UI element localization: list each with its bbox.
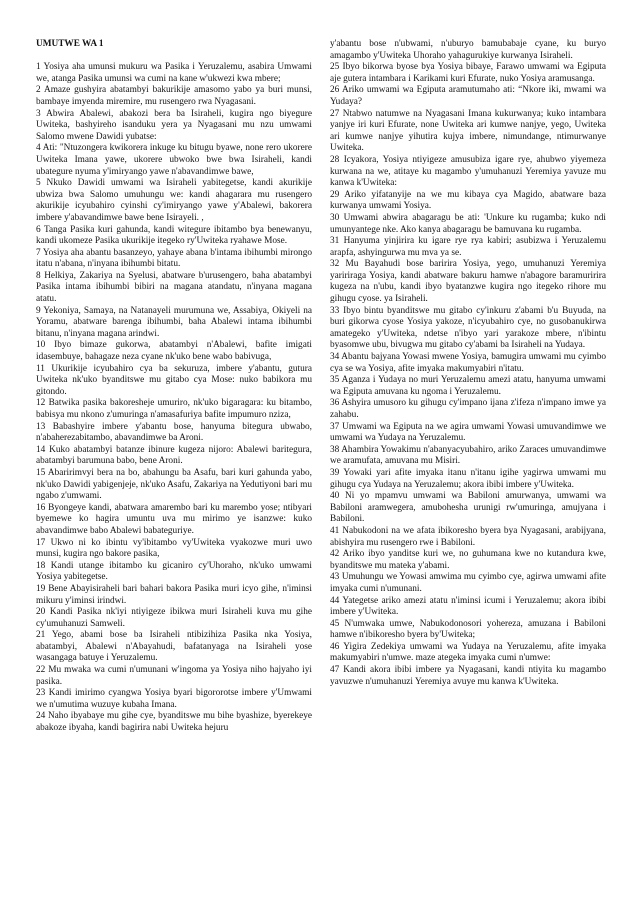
verse-paragraph: 6 Tanga Pasika kuri gahunda, kandi witegure ibitambo bya benewanyu, kandi ukomeze Pasika ukurikije itegeko ry'Uwiteka ryahawe Mose. bbox=[36, 224, 312, 247]
verse-paragraph: 5 Nkuko Dawidi umwami wa Isiraheli yabitegetse, kandi akurikije ubwiza bwa Salomo umuhungu we: kandi ahagarara mu rusengero akurikije icyubahiro cyinshi cy'imiryango yawe y'Abalewi, bakorera imbere y'abavandimwe bawe bene Isirayeli. , bbox=[36, 178, 312, 223]
verse-paragraph: 8 Helkiya, Zakariya na Syelusi, abatware b'urusengero, baha abatambyi Pasika intama ibihumbi bibiri na magana atandatu, n'inyana magana atatu. bbox=[36, 270, 312, 305]
verse-paragraph: 3 Abwira Abalewi, abakozi bera ba Isiraheli, kugira ngo biyegure Uwiteka, bashyireho isanduku yera ya Nyagasani mu nzu umwami Salomo mwene Dawidi yubatse: bbox=[36, 108, 312, 142]
verse-paragraph: 34 Abantu bajyana Yowasi mwene Yosiya, bamugira umwami mu cyimbo cya se wa Yosiya, afite imyaka makumyabiri n'itatu. bbox=[330, 352, 606, 374]
verse-paragraph: 42 Ariko ibyo yanditse kuri we, no guhumana kwe no kutandura kwe, byanditswe mu mateka y'abami. bbox=[330, 549, 606, 571]
verse-paragraph: 38 Ahambira Yowakimu n'abanyacyubahiro, ariko Zaraces umuvandimwe we aramufata, amuvana mu Misiri. bbox=[330, 444, 606, 467]
verse-paragraph: 31 Hanyuma yinjirira ku igare rye rya kabiri; asubizwa i Yeruzalemu arapfa, ashyingurwa mu mva ya se. bbox=[330, 236, 606, 258]
verse-paragraph: 37 Umwami wa Egiputa na we agira umwami Yowasi umuvandimwe we umwami wa Yudaya na Yeruzalemu. bbox=[330, 421, 606, 444]
verse-paragraph: 9 Yekoniya, Samaya, na Natanayeli murumuna we, Assabiya, Okiyeli na Yoramu, abatware barenga ibihumbi, baha Abalewi intama ibihumbi bitanu, n'inyana magana arindwi. bbox=[36, 305, 312, 339]
verse-paragraph: 40 Ni yo mpamvu umwami wa Babiloni amurwanya, umwami wa Babiloni aramwegera, amubohesha urunigi rw'umuringa, amujyana i Babiloni. bbox=[330, 491, 606, 525]
verse-paragraph: 17 Ukwo ni ko ibintu vy'ibitambo vy'Uwiteka vyakozwe muri uwo munsi, kugira ngo bakore pasika, bbox=[36, 537, 312, 560]
verse-paragraph: 43 Umuhungu we Yowasi amwima mu cyimbo cye, agirwa umwami afite imyaka cumi n'umunani. bbox=[330, 572, 606, 594]
verse-paragraph: 4 Ati: "Ntuzongera kwikorera inkuge ku bitugu byawe, none rero ukorere Uwiteka Imana yawe, ukorere ubwoko bwe bwa Isiraheli, kandi ubategure nyuma y'imiryango yawe n'abavandimwe bawe, bbox=[36, 143, 312, 177]
verse-paragraph: 35 Aganza i Yudaya no muri Yeruzalemu amezi atatu, hanyuma umwami wa Egiputa amuvana ku ngoma i Yeruzalemu. bbox=[330, 375, 606, 397]
verse-paragraph: 25 Ibyo bikorwa byose bya Yosiya bibaye, Farawo umwami wa Egiputa aje gutera intambara i Karikami kuri Efurate, nuko Yosiya aramusanga. bbox=[330, 62, 606, 84]
verse-paragraph: 36 Ashyira umusoro ku gihugu cy'impano ijana z'ifeza n'impano imwe ya zahabu. bbox=[330, 398, 606, 420]
verse-paragraph: 11 Ukurikije icyubahiro cya ba sekuruza, imbere y'abantu, gutura Uwiteka nk'uko byanditswe mu gitabo cya Mose: nuko babikora mu gitondo. bbox=[36, 363, 312, 397]
verse-paragraph: 23 Kandi imirimo cyangwa Yosiya byari bigororotse imbere y'Umwami we n'umutima wuzuye kubaha Imana. bbox=[36, 688, 312, 710]
right-column bbox=[330, 39, 606, 688]
chapter-title: UMUTWE WA 1 bbox=[36, 39, 104, 49]
verse-paragraph: 22 Mu mwaka wa cumi n'umunani w'ingoma ya Yosiya niho hajyaho iyi pasika. bbox=[36, 665, 312, 687]
verse-paragraph: 24 Naho ibyabaye mu gihe cye, byanditswe mu bihe byashize, byerekeye abakoze ibyaha, kandi bagirira nabi Uwiteka hejuru bbox=[36, 711, 312, 734]
verse-paragraph: 20 Kandi Pasika nk'iyi ntiyigeze ibikwa muri Isiraheli kuva mu gihe cy'umuhanuzi Samweli. bbox=[36, 607, 312, 629]
verse-paragraph: 30 Umwami abwira abagaragu be ati: 'Unkure ku rugamba; kuko ndi umunyantege nke. Ako kanya abagaragu be bamuvana ku rugamba. bbox=[330, 212, 606, 235]
verse-paragraph: 47 Kandi akora ibibi imbere ya Nyagasani, kandi ntiyita ku magambo yavuzwe n'umuhanuzi Yeremiya avuye mu kanwa k'Uwiteka. bbox=[330, 665, 606, 687]
verse-paragraph: 12 Batwika pasika bakoresheje umuriro, nk'uko bigaragara: ku bitambo, babisya mu nkono z'umuringa n'amasafuriya bafite impumuro nziza, bbox=[36, 398, 312, 420]
verse-paragraph: 13 Babashyire imbere y'abantu bose, hanyuma bitegura ubwabo, n'abaherezabitambo, abavandimwe ba Aroni. bbox=[36, 421, 312, 444]
verse-paragraph: 21 Yego, abami bose ba Isiraheli ntibizihiza Pasika nka Yosiya, abatambyi, Abalewi n'Abayahudi, bafatanyaga na Isiraheli yose wasangaga batuye i Yeruzalemu. bbox=[36, 630, 312, 664]
verse-paragraph: 16 Byongeye kandi, abatwara amarembo bari ku marembo yose; ntibyari byemewe ko hagira umuntu uva mu mirimo ye isanzwe: kuko abavandimwe babo Abalewi babateguriye. bbox=[36, 502, 312, 536]
verse-paragraph: 1 Yosiya aha umunsi mukuru wa Pasika i Yeruzalemu, asabira Umwami we, atanga Pasika umunsi wa cumi na kane w'ukwezi kwa mbere; bbox=[36, 62, 312, 84]
verse-paragraph: 41 Nabukodoni na we afata ibikoresho byera bya Nyagasani, arabijyana, abishyira mu rusengero rwe i Babiloni. bbox=[330, 525, 606, 548]
verse-paragraph: 28 Icyakora, Yosiya ntiyigeze amusubiza igare rye, ahubwo yiyemeza kurwana na we, atitaye ku magambo y'umuhanuzi Yeremiya yavuze mu kanwa k'Uwiteka: bbox=[330, 154, 606, 189]
verse-paragraph: 18 Kandi utange ibitambo ku gicaniro cy'Uhoraho, nk'uko umwami Yosiya yabitegetse. bbox=[36, 560, 312, 583]
verse-paragraph: 33 Ibyo bintu byanditswe mu gitabo cy'inkuru z'abami b'u Buyuda, na buri gikorwa cyose Yosiya yakoze, n'icyubahiro cye, no gusobanukirwa amategeko y'Uwiteka, ndetse n'ibyo yari yarakoze mbere, n'ibintu byasomwe ubu, bivugwa mu gitabo cy'abami ba Isiraheli na Yudaya. bbox=[330, 305, 606, 351]
verse-paragraph: 7 Yosiya aha abantu basanzeyo, yahaye abana b'intama ibihumbi mirongo itatu n'abana, n'inyana ibihumbi bitatu. bbox=[36, 247, 312, 270]
verse-paragraph: y'abantu bose n'ubwami, n'uburyo bamubabaje cyane, ku buryo amagambo y'Uwiteka Uhoraho yahagurukiye kurwanya Isiraheli. bbox=[330, 39, 606, 61]
verse-paragraph: 45 N'umwaka umwe, Nabukodonosori yohereza, amuzana i Babiloni hamwe n'ibikoresho byera by'Uwiteka; bbox=[330, 618, 606, 641]
left-column bbox=[36, 39, 312, 735]
verse-paragraph: 44 Yategetse ariko amezi atatu n'iminsi icumi i Yeruzalemu; akora ibibi imbere y'Uwiteka. bbox=[330, 595, 606, 618]
verse-paragraph: 29 Ariko yifatanyije na we mu kibaya cya Magido, abatware baza kurwanya umwami Yosiya. bbox=[330, 189, 606, 212]
verse-paragraph: 15 Abaririmvyi bera na bo, abahungu ba Asafu, bari kuri gahunda yabo, nk'uko Dawidi yabigenjeje, nk'uko Asafu, Zakariya na Yedutiyoni bari mu ngabo z'umwami. bbox=[36, 467, 313, 502]
verse-paragraph: 32 Mu Bayahudi bose baririra Yosiya, yego, umuhanuzi Yeremiya yaririraga Yosiya, kandi abatware bakuru hamwe n'abagore baramuririra kugeza na n'ubu, kandi ibyo byatanzwe kugira ngo itegeko rihore mu gihugu cyose. ya Isiraheli. bbox=[330, 259, 606, 305]
verse-paragraph: 2 Amaze gushyira abatambyi bakurikije amasomo yabo ya buri munsi, bambaye imyenda miremire, mu rusengero rwa Nyagasani. bbox=[36, 85, 312, 107]
verse-paragraph: 26 Ariko umwami wa Egiputa aramutumaho ati: “Nkore iki, mwami wa Yudaya? bbox=[330, 85, 606, 107]
verse-paragraph: 19 Bene Abayisiraheli bari bahari bakora Pasika muri icyo gihe, n'iminsi mikuru y'iminsi irindwi. bbox=[36, 583, 312, 606]
verse-paragraph: 46 Yigira Zedekiya umwami wa Yudaya na Yeruzalemu, afite imyaka makumyabiri n'umwe. maze ategeka imyaka cumi n'umwe: bbox=[330, 641, 606, 664]
verse-paragraph: 39 Yowaki yari afite imyaka itanu n'itanu igihe yagirwa umwami mu gihugu cya Yudaya na Yeruzalemu; akora ibibi imbere y'Uwiteka. bbox=[330, 467, 606, 490]
verse-paragraph: 14 Kuko abatambyi batanze ibinure kugeza nijoro: Abalewi baritegura, abatambyi barumuna babo, bene Aroni. bbox=[36, 444, 312, 467]
verse-paragraph: 10 Ibyo bimaze gukorwa, abatambyi n'Abalewi, bafite imigati idasembuye, bahagaze neza cyane nk'uko bene wabo babivuga, bbox=[36, 340, 312, 363]
verse-paragraph: 27 Ntabwo natumwe na Nyagasani Imana kukurwanya; kuko intambara yanjye iri kuri Efurate, none Uwiteka ari kumwe nanjye, yego, Uwiteka ari kumwe nanjye yihutira kujya imbere, nimundange, ntimurwanye Uwiteka. bbox=[330, 108, 606, 154]
